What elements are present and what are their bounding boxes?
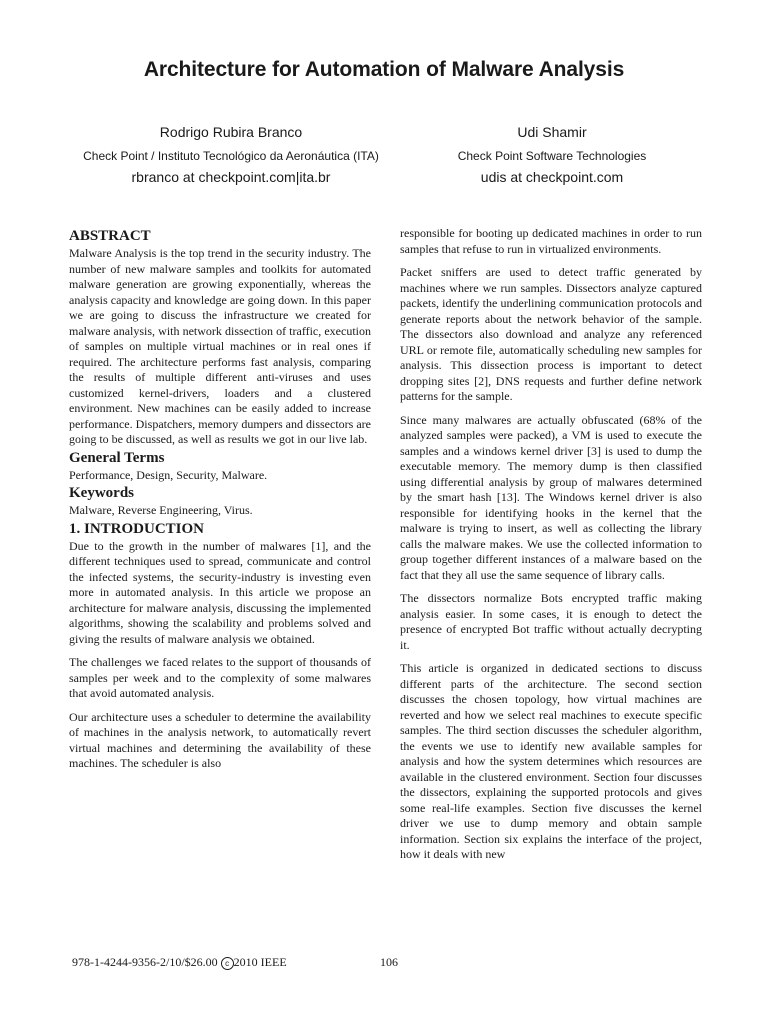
- intro-paragraph-1: Due to the growth in the number of malwares [1], and the different techniques used to spread, communicate and control the infected systems, the security-industry is investing even more in automated analysis. In this article we propose an architecture for malware analysis, discussing the implemented algorithms, showing the scalability and problems solved and giving the results of malware analysis we obtained.: [69, 538, 371, 646]
- keywords-heading: Keywords: [69, 485, 134, 501]
- introduction-heading: 1. INTRODUCTION: [69, 520, 205, 537]
- general-terms-text: Performance, Design, Security, Malware.: [69, 467, 268, 482]
- right-paragraph-3: Since many malwares are actually obfuscated (68% of the analyzed samples were packed), a VM is used to execute the samples and a windows kernel driver [3] is used to dump the executable memory. The memory dump is then classified using differential analysis by group of malwares determined by the smart hash [13]. The Windows kernel driver is also responsible for identifying hooks in the kernel that the malware is trying to insert, as well as collecting the library calls the malware makes. We use the collected information to group together different instances of a malware based on the fact that they all use the same sequence of library calls.: [400, 412, 702, 582]
- author-affiliation: Check Point Software Technologies: [457, 149, 647, 163]
- right-column: [400, 226, 702, 863]
- copyright-text: 2010 IEEE: [233, 955, 287, 969]
- keywords-text: Malware, Reverse Engineering, Virus.: [69, 503, 253, 517]
- author-email: udis at checkpoint.com: [480, 169, 624, 185]
- author-name: Udi Shamir: [517, 124, 587, 140]
- right-paragraph-4: The dissectors normalize Bots encrypted traffic making analysis easier. In some cases, it is enough to detect the presence of encrypted Bot traffic without actually decrypting it.: [400, 591, 702, 652]
- intro-paragraph-2: The challenges we faced relates to the support of thousands of samples per week and to the complexity of some malwares that avoid automated analysis.: [69, 655, 371, 700]
- author-email: rbranco at checkpoint.com|ita.br: [131, 169, 331, 185]
- right-paragraph-2: Packet sniffers are used to detect traffic generated by machines where we run samples. Dissectors analyze captured packets, identify the underlining communication protocols and generate reports about the network behavior of the sample. The dissectors also download and analyze any referenced URL or remote file, automatically scheduling new samples for analysis. This dissection process is important to detect dropping sites [2], DNS requests and further define network patterns for the sample.: [400, 265, 702, 403]
- isbn-text: 978-1-4244-9356-2/10/$26.00: [72, 955, 218, 969]
- copyright-icon: c: [221, 957, 234, 970]
- right-paragraph-5: This article is organized in dedicated sections to discuss different parts of the architecture. The second section discusses the chosen topology, how virtual machines are reverted and how we select real machines to execute specific samples. The third section discusses the scheduler algorithm, the events we use to identify new available samples for analysis and how the system determines which resources are available in the clustered environment. Section four discusses the dissectors, explaining the supported protocols and gives some real-life examples. Section five discusses the kernel driver we use to dump memory and obtain sample information. Section six explains the interface of the project, how it deals with new: [400, 661, 702, 861]
- author-name: Rodrigo Rubira Branco: [159, 124, 303, 140]
- intro-paragraph-3: Our architecture uses a scheduler to determine the availability of machines in the analysis network, to automatically revert virtual machines and determining the availability of these machines. The scheduler is also: [69, 709, 371, 770]
- abstract-heading: ABSTRACT: [69, 228, 151, 244]
- author-block-1: [54, 123, 408, 186]
- author-affiliation: Check Point / Instituto Tecnológico da Aeronáutica (ITA): [83, 149, 379, 163]
- footer-copyright: [72, 955, 287, 970]
- paper-title: Architecture for Automation of Malware Analysis: [143, 58, 625, 81]
- author-block-2: [430, 123, 674, 186]
- general-terms-heading: General Terms: [69, 449, 165, 466]
- page-number: 106: [380, 955, 398, 969]
- right-paragraph-1: responsible for booting up dedicated machines in order to run samples that refuse to run in virtualized environments.: [400, 226, 702, 256]
- left-column: [69, 226, 371, 772]
- abstract-text: Malware Analysis is the top trend in the security industry. The number of new malware samples and toolkits for automated malware generation are growing exponentially, whereas the analysis capacity and knowledge are going down. In this paper we are going to discuss the infrastructure we created for malware analysis, with network dissection of traffic, execution of samples on multiple virtual machines or in real ones if required. The architecture performs fast analysis, comparing the results of multiple different anti-viruses and uses customized kernel-drivers, loaders and a clustered environment. New machines can be easily added to increase performance. Dispatchers, memory dumpers and dissectors are going to be discussed, as well as results we got in our live lab.: [69, 246, 371, 446]
